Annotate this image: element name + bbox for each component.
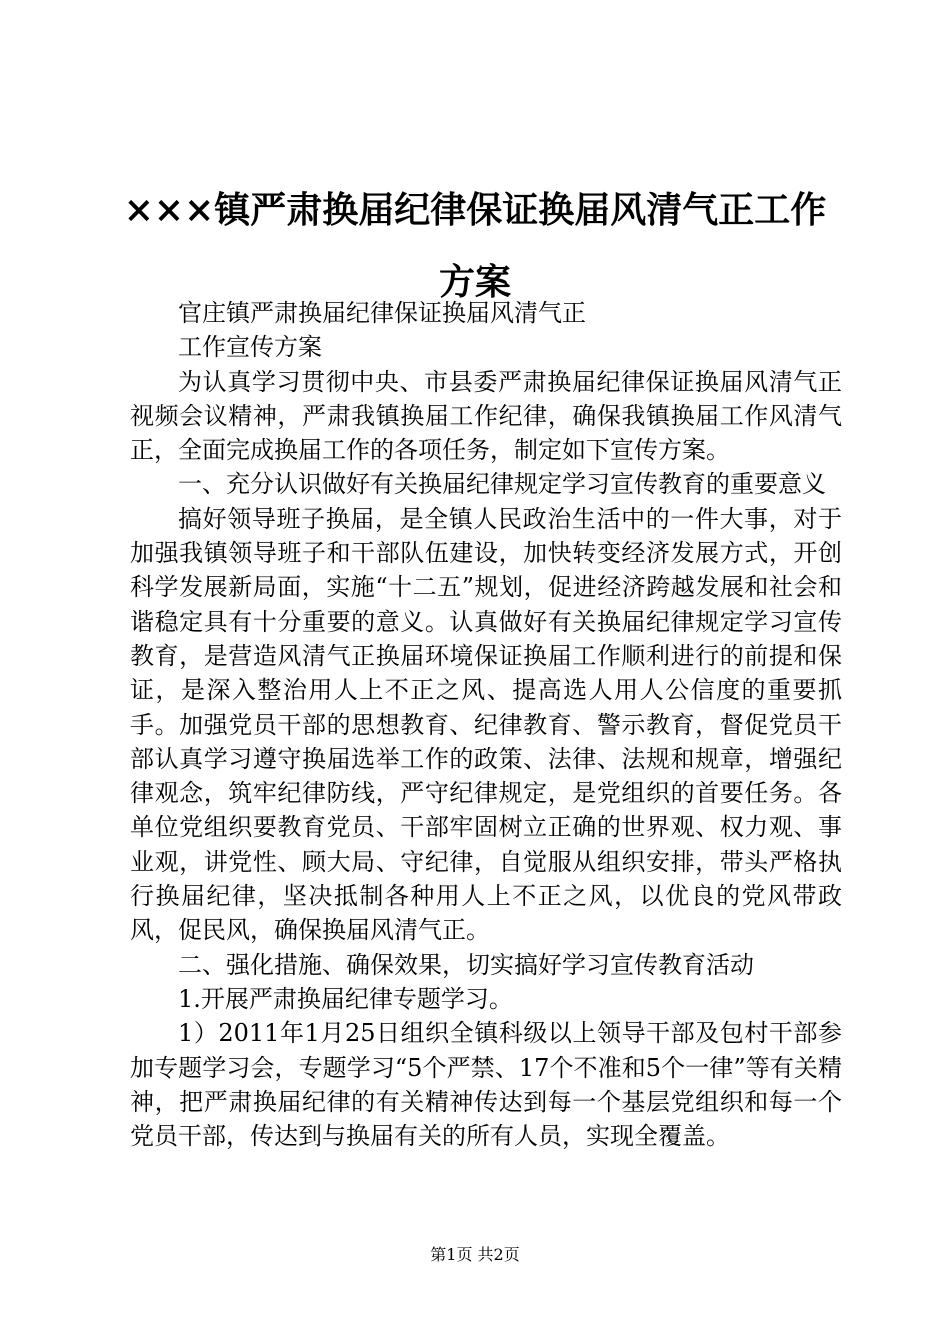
section-1-paragraph: 搞好领导班子换届，是全镇人民政治生活中的一件大事，对于加强我镇领导班子和干部队伍建设，加快转变经济发展方式，开创科学发展新局面，实施“十二五”规划，促进经济跨越发展和社会和谐稳定具有十分重要的意义。认真做好有关换届纪律规定学习宣传教育，是营造风清气正换届环境保证换届工作顺利进行的前提和保证，是深入整治用人上不正之风、提高选人用人公信度的重要抓手。加强党员干部的思想教育、纪律教育、警示教育，督促党员干部认真学习遵守换届选举工作的政策、法律、法规和规章，增强纪律观念，筑牢纪律防线，严守纪律规定，是党组织的首要任务。各单位党组织要教育党员、干部牢固树立正确的世界观、权力观、事业观，讲党性、顾大局、守纪律，自觉服从组织安排，带头严格执行换届纪律，坚决抵制各种用人上不正之风，以优良的党风带政风，促民风，确保换届风清气正。: [130, 504, 842, 945]
item-1-paragraph: 1）2011年1月25日组织全镇科级以上领导干部及包村干部参加专题学习会，专题学习“5个严禁、17个不准和5个一律”等有关精神，把严肃换届纪律的有关精神传达到每一个基层党组织和每一个党员干部，传达到与换届有关的所有人员，实现全覆盖。: [130, 1019, 842, 1151]
subtitle-line-1: 官庄镇严肃换届纪律保证换届风清气正: [178, 299, 586, 327]
section-heading-1: 一、充分认识做好有关换届纪律规定学习宣传教育的重要意义: [178, 470, 826, 499]
section-heading-2: 二、强化措施、确保效果，切实搞好学习宣传教育活动: [178, 950, 754, 979]
intro-paragraph: 为认真学习贯彻中央、市县委严肃换届纪律保证换届风清气正视频会议精神，严肃我镇换届工作纪律，确保我镇换届工作风清气正，全面完成换届工作的各项任务，制定如下宣传方案。: [130, 367, 842, 465]
subtitle-line-2: 工作宣传方案: [178, 333, 322, 362]
document-title: ×××镇严肃换届纪律保证换届风清气正工作方案: [123, 189, 827, 303]
document-body: [130, 296, 842, 1153]
item-heading-1: 1.开展严肃换届纪律专题学习。: [178, 984, 513, 1013]
page-footer: 第1页 共2页: [430, 1245, 520, 1264]
